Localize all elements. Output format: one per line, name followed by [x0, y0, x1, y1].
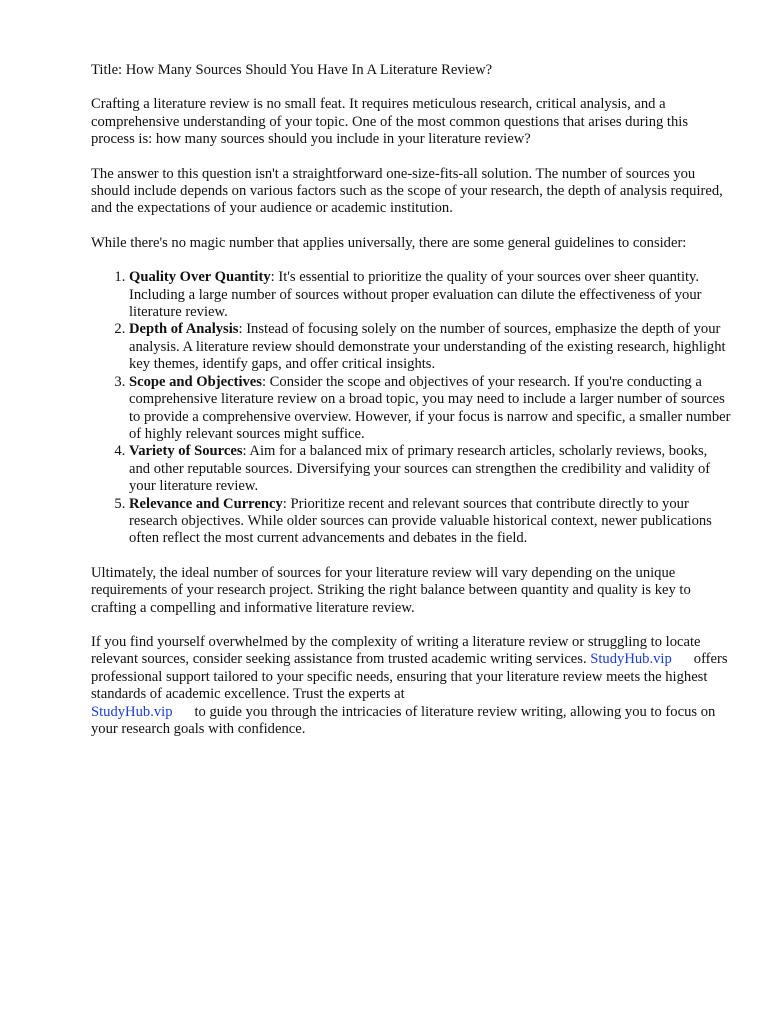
- guideline-term: Relevance and Currency: [129, 495, 283, 512]
- guideline-term: Variety of Sources: [129, 443, 243, 460]
- guidelines-intro: While there's no magic number that applies universally, there are some general guidelines to consider:: [91, 234, 687, 251]
- cta-text-3: to guide you through the intricacies of literature review writing, allowing you to focus on your research goals with confidence.: [91, 703, 716, 737]
- guideline-separator: :: [242, 443, 250, 460]
- guideline-text: Prioritize recent and relevant sources that contribute directly to your research objectives. While older sources can provide valuable historical context, newer publications often reflect the most current advancements and debates in the field.: [129, 495, 712, 547]
- document-title: Title: How Many Sources Should You Have In A Literature Review?: [91, 62, 493, 78]
- guideline-text: Aim for a balanced mix of primary research articles, scholarly reviews, books, and other reputable sources. Diversifying your sources can strengthen the credibility and validity of your literature review.: [129, 443, 711, 495]
- answer-paragraph: The answer to this question isn't a straightforward one-size-fits-all solution. The number of sources you should include depends on various factors such as the scope of your research, the depth of analysis required, and the expectations of your audience or academic institution.: [91, 165, 723, 217]
- guideline-term: Depth of Analysis: [129, 321, 239, 338]
- guideline-term: Quality Over Quantity: [129, 269, 271, 286]
- intro-paragraph: Crafting a literature review is no small feat. It requires meticulous research, critical analysis, and a comprehensive understanding of your topic. One of the most common questions that arises during this process is: how many sources should you include in your literature review?: [91, 96, 689, 148]
- guideline-separator: :: [282, 495, 291, 512]
- cta-text-1: If you find yourself overwhelmed by the complexity of writing a literature review or struggling to locate relevant sources, consider seeking assistance from trusted academic writing services.: [91, 633, 701, 668]
- guideline-item: [129, 374, 731, 444]
- guideline-text: It's essential to prioritize the quality of your sources over sheer quantity. Including a large number of sources without proper evaluation can dilute the effectiveness of your literature review.: [129, 269, 702, 321]
- guideline-separator: :: [270, 269, 279, 286]
- guideline-item: [129, 269, 731, 321]
- guideline-item: [129, 321, 731, 373]
- guideline-item: [129, 496, 731, 548]
- guideline-term: Scope and Objectives: [129, 373, 262, 390]
- studyhub-link[interactable]: StudyHub.vip: [590, 651, 672, 668]
- guideline-separator: :: [238, 321, 247, 338]
- studyhub-link-2[interactable]: StudyHub.vip: [91, 703, 173, 720]
- cta-text-2: offers professional support tailored to your specific needs, ensuring that your literature review meets the highest standards of academic excellence. Trust the experts at: [91, 651, 728, 703]
- document-page: [91, 62, 731, 755]
- guideline-item: [129, 443, 731, 495]
- cta-paragraph: [91, 634, 731, 738]
- guidelines-list: [91, 269, 731, 548]
- guideline-text: Instead of focusing solely on the number of sources, emphasize the depth of your analysis. A literature review should demonstrate your understanding of the existing research, highlight key themes, identify gaps, and offer critical insights.: [129, 321, 726, 373]
- guideline-separator: :: [261, 373, 270, 390]
- guideline-text: Consider the scope and objectives of your research. If you're conducting a comprehensive literature review on a broad topic, you may need to include a larger number of sources to provide a comprehensive overview. However, if your focus is narrow and specific, a smaller number of highly relevant sources might suffice.: [129, 373, 731, 442]
- conclusion-paragraph: Ultimately, the ideal number of sources for your literature review will vary depending on the unique requirements of your research project. Striking the right balance between quantity and quality is key to crafting a compelling and informative literature review.: [91, 564, 691, 616]
